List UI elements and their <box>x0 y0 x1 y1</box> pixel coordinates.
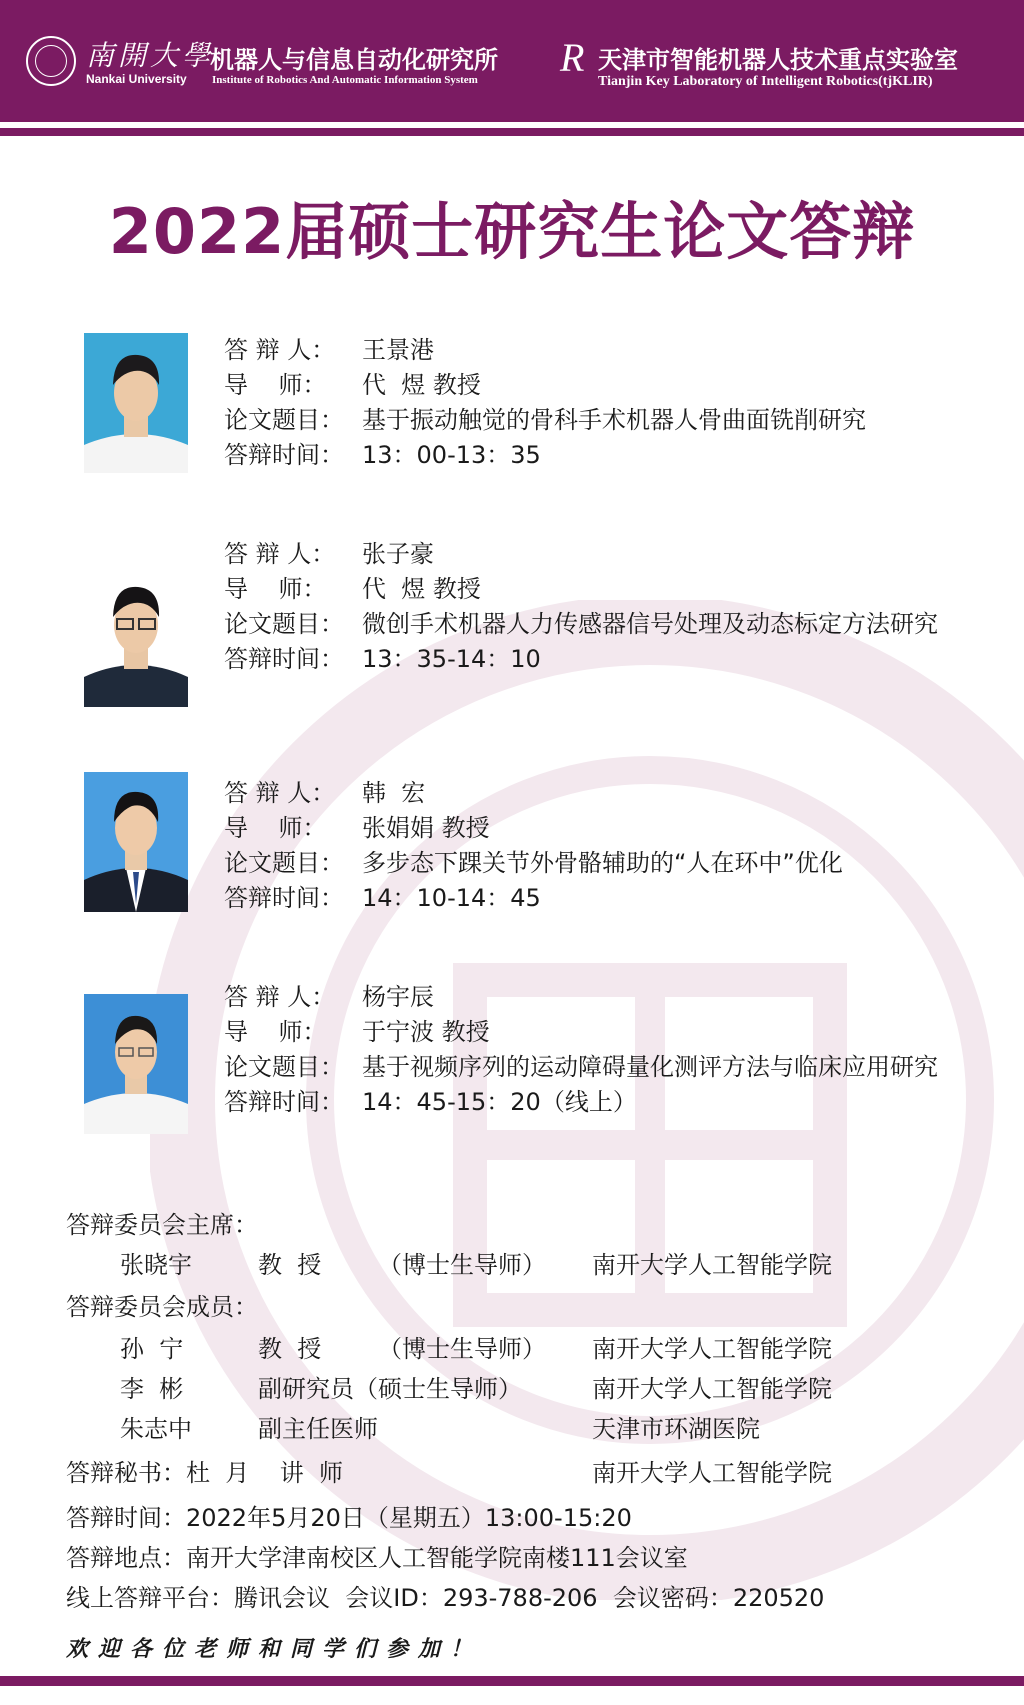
nankai-seal-icon <box>26 36 76 86</box>
student-photo <box>84 333 188 473</box>
defense-location: 答辩地点：南开大学津南校区人工智能学院南楼111会议室 <box>66 1544 688 1572</box>
institute-name-en: Institute of Robotics And Automatic Information System <box>212 74 478 86</box>
topic-label: 论文题目： <box>224 849 344 877</box>
chair-name: 张晓宇 <box>120 1251 192 1279</box>
secretary-line: 答辩秘书：杜 月 讲 师 <box>66 1459 344 1487</box>
advisor-label: 导 师： <box>224 371 327 399</box>
member-title: 教 授 <box>258 1335 322 1363</box>
page-title: 2022届硕士研究生论文答辩 <box>108 195 916 268</box>
entry-info <box>224 980 942 1120</box>
secretary-org: 南开大学人工智能学院 <box>592 1459 832 1487</box>
chair-org: 南开大学人工智能学院 <box>592 1251 832 1279</box>
header-banner <box>0 0 1024 122</box>
thesis-topic: 基于振动触觉的骨科手术机器人骨曲面铣削研究 <box>362 406 866 434</box>
defender-name: 王景港 <box>362 336 434 364</box>
member-title: 副研究员（硕士生导师） <box>258 1375 522 1403</box>
advisor-name: 代 煜 教授 <box>362 371 481 399</box>
member-org: 天津市环湖医院 <box>592 1415 760 1443</box>
entry-info <box>224 776 843 916</box>
entry-info <box>224 333 942 473</box>
university-name-en: Nankai University <box>86 72 187 86</box>
chair-title: 教 授 <box>258 1251 322 1279</box>
advisor-name: 于宁波 教授 <box>362 1018 490 1046</box>
defender-name: 韩 宏 <box>362 779 426 807</box>
thesis-topic: 微创手术机器人力传感器信号处理及动态标定方法研究 <box>362 610 938 638</box>
advisor-name: 张娟娟 教授 <box>362 814 490 842</box>
thesis-topic: 基于视频序列的运动障碍量化测评方法与临床应用研究 <box>362 1053 938 1081</box>
topic-label: 论文题目： <box>224 1053 344 1081</box>
defense-time: 13：35-14：10 <box>362 645 541 673</box>
defense-time: 14：10-14：45 <box>362 884 541 912</box>
defender-label: 答 辩 人： <box>224 779 336 807</box>
defender-name: 杨宇辰 <box>362 983 434 1011</box>
chair-heading: 答辩委员会主席： <box>66 1211 258 1239</box>
defense-time: 13：00-13：35 <box>362 441 541 469</box>
time-label: 答辩时间： <box>224 884 344 912</box>
members-heading: 答辩委员会成员： <box>66 1293 258 1321</box>
tjklir-logo-icon: R <box>560 35 585 80</box>
lab-name-en: Tianjin Key Laboratory of Intelligent Robotics(tjKLIR) <box>598 74 933 89</box>
topic-label: 论文题目： <box>224 406 344 434</box>
advisor-label: 导 师： <box>224 814 327 842</box>
welcome-message: 欢迎各位老师和同学们参加！ <box>66 1636 483 1662</box>
university-name-cn: 南開大學 <box>86 39 215 72</box>
member-name: 朱志中 <box>120 1415 192 1443</box>
time-label: 答辩时间： <box>224 441 344 469</box>
thesis-topic: 多步态下踝关节外骨骼辅助的“人在环中”优化 <box>362 849 843 877</box>
topic-label: 论文题目： <box>224 610 344 638</box>
entry-info <box>224 537 942 677</box>
chair-note: （博士生导师） <box>378 1251 546 1279</box>
time-label: 答辩时间： <box>224 1088 344 1116</box>
student-photo <box>84 994 188 1134</box>
header-divider <box>0 128 1024 136</box>
lab-name-cn: 天津市智能机器人技术重点实验室 <box>598 45 958 74</box>
defender-label: 答 辩 人： <box>224 983 336 1011</box>
advisor-label: 导 师： <box>224 575 327 603</box>
member-name: 李 彬 <box>120 1375 184 1403</box>
member-org: 南开大学人工智能学院 <box>592 1335 832 1363</box>
defense-datetime: 答辩时间：2022年5月20日（星期五）13:00-15:20 <box>66 1504 632 1532</box>
member-name: 孙 宁 <box>120 1335 184 1363</box>
advisor-label: 导 师： <box>224 1018 327 1046</box>
student-photo <box>84 567 188 707</box>
advisor-name: 代 煜 教授 <box>362 575 481 603</box>
defense-time: 14：45-15：20（线上） <box>362 1088 637 1116</box>
student-photo <box>84 772 188 912</box>
member-title: 副主任医师 <box>258 1415 378 1443</box>
defender-label: 答 辩 人： <box>224 336 336 364</box>
defender-label: 答 辩 人： <box>224 540 336 568</box>
member-org: 南开大学人工智能学院 <box>592 1375 832 1403</box>
online-meeting-info: 线上答辩平台：腾讯会议 会议ID：293-788-206 会议密码：220520 <box>66 1584 825 1612</box>
time-label: 答辩时间： <box>224 645 344 673</box>
footer-divider <box>0 1676 1024 1686</box>
member-note: （博士生导师） <box>378 1335 546 1363</box>
defender-name: 张子豪 <box>362 540 434 568</box>
institute-name-cn: 机器人与信息自动化研究所 <box>210 45 498 74</box>
